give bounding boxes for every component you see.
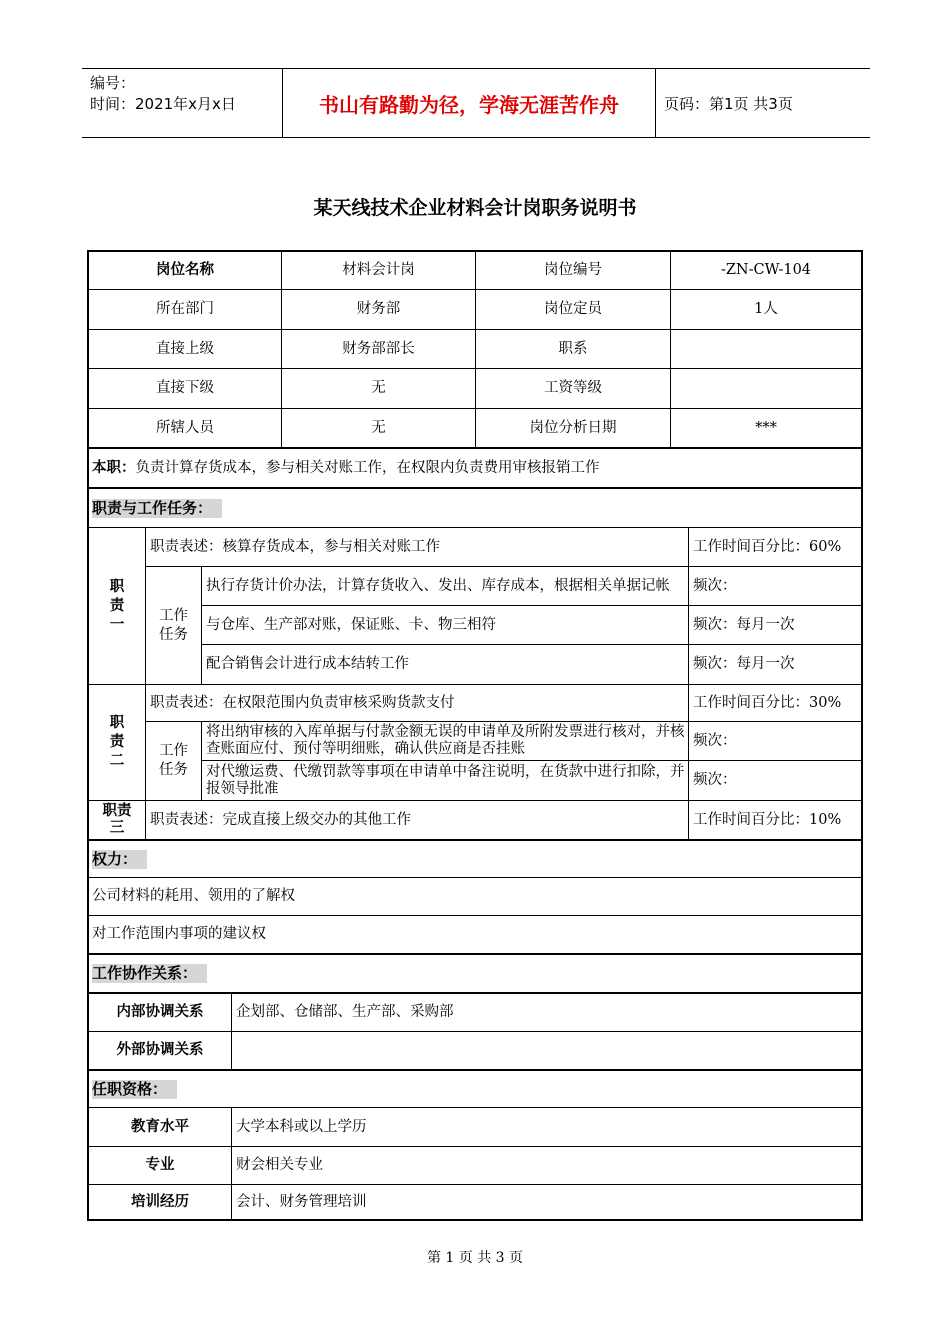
duty-1-task-1: 执行存货计价办法，计算存货收入、发出、库存成本，根据相关单据记帐 xyxy=(206,577,670,594)
qual-training-label: 培训经历 xyxy=(131,1193,189,1210)
qual-major-label: 专业 xyxy=(145,1157,175,1173)
job-summary-text: 负责计算存货成本，参与相关对账工作，在权限内负责费用审核报销工作 xyxy=(135,459,600,476)
duty-1-statement: 职责表述：核算存货成本，参与相关对账工作 xyxy=(150,538,440,555)
duty-2-task-2: 对代缴运费、代缴罚款等事项在申请单中备注说明，在货款中进行扣除，并报领导批准 xyxy=(206,763,685,797)
duties-heading xyxy=(92,489,222,527)
label-department: 所在部门 xyxy=(156,301,214,317)
label-job-family: 职系 xyxy=(558,340,588,357)
label-position-code: 岗位编号 xyxy=(544,262,602,278)
duty-1-task-label: 工作 任务 xyxy=(159,607,188,643)
duty-2-task-1: 将出纳审核的入库单据与付款金额无误的申请单及所附发票进行核对，并核查账面应付、预付等明细账，确认供应商是否挂账 xyxy=(206,724,685,757)
powers-heading xyxy=(92,841,147,877)
duty-1-task-1-freq: 频次： xyxy=(693,577,737,594)
duty-3-percent: 工作时间百分比：10% xyxy=(693,811,842,828)
value-staff-managed: 无 xyxy=(371,419,386,436)
page-header xyxy=(82,68,870,138)
value-salary-grade xyxy=(671,369,861,408)
relations-heading xyxy=(92,955,207,992)
page-footer: 第 1 页 共 3 页 xyxy=(426,1250,524,1266)
label-analysis-date: 岗位分析日期 xyxy=(529,419,617,436)
label-salary-grade: 工资等级 xyxy=(544,380,602,396)
duty-3-label: 职责 三 xyxy=(102,803,132,836)
duty-2-label: 职 责 二 xyxy=(109,715,125,769)
header-motto: 书山有路勤为径，学海无涯苦作舟 xyxy=(282,69,656,137)
label-headcount: 岗位定员 xyxy=(544,301,602,317)
value-position-code: -ZN-CW-104 xyxy=(720,262,812,278)
internal-relations-value: 企划部、仓储部、生产部、采购部 xyxy=(236,1004,454,1020)
label-position-name: 岗位名称 xyxy=(156,262,214,278)
job-summary-label: 本职： xyxy=(92,459,136,476)
document-title: 某天线技术企业材料会计岗职务说明书 xyxy=(313,197,637,219)
duty-2-task-2-freq: 频次： xyxy=(693,772,737,788)
doc-number-label: 编号： xyxy=(90,74,136,92)
job-summary xyxy=(89,449,861,487)
label-direct-subordinate: 直接下级 xyxy=(156,380,214,396)
qual-training-value: 会计、财务管理培训 xyxy=(236,1193,367,1210)
label-direct-superior: 直接上级 xyxy=(156,340,214,357)
qualifications-heading-text: 任职资格： xyxy=(92,1080,177,1099)
header-page-label: 页码：第1页 共3页 xyxy=(664,94,793,113)
duty-3-statement: 职责表述：完成直接上级交办的其他工作 xyxy=(150,811,411,828)
label-staff-managed: 所辖人员 xyxy=(156,419,214,436)
duty-2-statement: 职责表述：在权限范围内负责审核采购货款支付 xyxy=(150,694,455,711)
duty-1-label: 职 责 一 xyxy=(109,578,125,633)
duty-1-task-3-freq: 频次：每月一次 xyxy=(693,656,795,672)
duty-2-task-label: 工作 任务 xyxy=(159,743,188,778)
powers-heading-text: 权力： xyxy=(92,850,147,869)
duties-heading-text: 职责与工作任务： xyxy=(92,499,222,518)
job-description-table xyxy=(87,250,863,1221)
value-analysis-date: *** xyxy=(755,419,777,436)
external-relations-value xyxy=(232,1032,861,1069)
value-job-family xyxy=(671,330,861,368)
qual-education-value: 大学本科或以上学历 xyxy=(236,1118,367,1135)
duty-2-percent: 工作时间百分比：30% xyxy=(693,694,842,711)
value-position-name: 材料会计岗 xyxy=(342,262,415,278)
value-headcount: 1人 xyxy=(754,301,778,317)
qual-education-label: 教育水平 xyxy=(131,1118,189,1135)
power-item-1: 公司材料的耗用、领用的了解权 xyxy=(92,888,295,904)
internal-relations-label: 内部协调关系 xyxy=(116,1004,204,1020)
duty-1-task-3: 配合销售会计进行成本结转工作 xyxy=(206,656,409,672)
header-meta xyxy=(90,73,236,115)
value-direct-subordinate: 无 xyxy=(371,380,386,396)
duty-1-task-2-freq: 频次：每月一次 xyxy=(693,616,795,633)
external-relations-label: 外部协调关系 xyxy=(116,1042,204,1058)
doc-date-label: 时间：2021年x月x日 xyxy=(90,95,236,113)
duty-2-task-1-freq: 频次： xyxy=(693,732,737,749)
relations-heading-text: 工作协作关系： xyxy=(92,964,207,983)
value-direct-superior: 财务部部长 xyxy=(342,340,415,357)
duty-1-percent: 工作时间百分比：60% xyxy=(693,538,842,555)
duty-1-task-2: 与仓库、生产部对账，保证账、卡、物三相符 xyxy=(206,616,496,633)
qual-major-value: 财会相关专业 xyxy=(236,1157,323,1173)
value-department: 财务部 xyxy=(356,301,401,317)
power-item-2: 对工作范围内事项的建议权 xyxy=(92,926,266,942)
qualifications-heading xyxy=(92,1071,177,1107)
